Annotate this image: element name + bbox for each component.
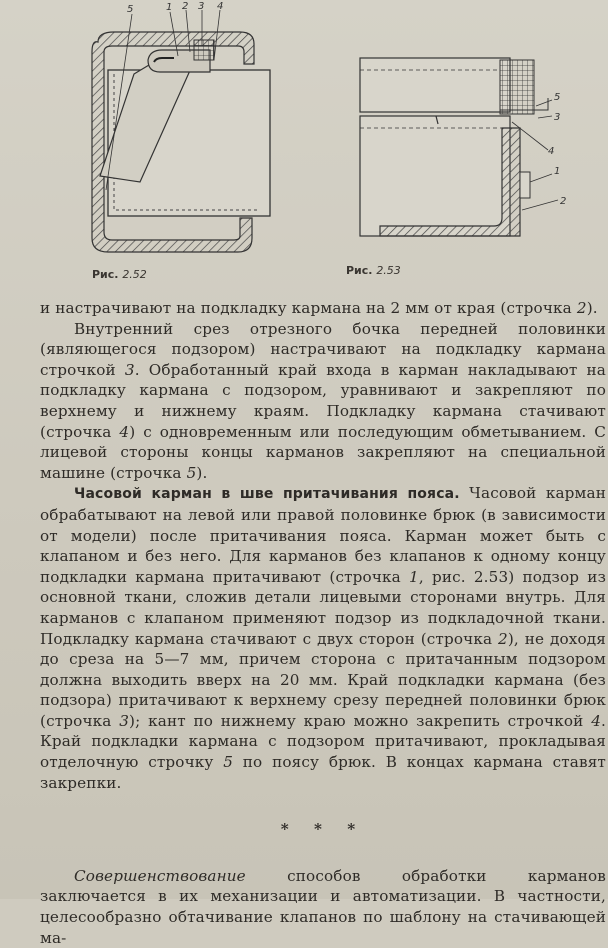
text-run: . Обработанный край входа в карман накладывают на подкладку кармана с подзором, уравнивают и закрепляют по верхнему и нижнему краям. Подкладку кармана стачивают (строчка [40, 360, 606, 441]
text-run: ). [586, 299, 598, 317]
text-run: ), не доходя до среза на 5—7 мм, причем сторона с притачанным подзором должна выходить вверх на 20 мм. Край подкладки кармана (без подзора) притачивают к верхнему срезу передней половинки брюк (строчка [40, 629, 606, 730]
callout-2: 2 [182, 1, 189, 12]
paragraph [40, 298, 606, 319]
callout-3: 3 [198, 1, 205, 12]
figure-2-53 [352, 50, 582, 250]
callout-5: 5 [554, 92, 561, 103]
italic-run: 5 [186, 463, 197, 482]
callout-1: 1 [166, 2, 173, 13]
callout-2: 2 [560, 196, 567, 207]
text-run: , рис. 2.53) подзор из основной ткани, сложив детали лицевыми сторонами внутрь. Для карманов с клапаном применяют подзор из подкладочной ткани. Подкладку кармана стачивают с двух сторон (строчка [40, 567, 606, 648]
bold-heading: Часовой карман в шве притачивания пояса. [74, 486, 460, 503]
italic-run: 4 [119, 422, 130, 441]
text-run: способов обработки карманов заключается в их механизации и автоматизации. В частности, целесообразно обтачивание клапанов по шаблону на стачивающей ма- [40, 866, 606, 947]
italic-run: 1 [409, 567, 419, 586]
figure-2-52 [78, 0, 278, 262]
text-run: ). [196, 463, 208, 482]
figure-2-53-caption [346, 264, 401, 277]
figure-2-53-drawing [352, 50, 582, 250]
caption-prefix: Рис. [92, 268, 123, 281]
paragraph [40, 483, 606, 793]
text-run: Внутренний срез отрезного бочка передней половинки (являющегося подзором) настрачивают на подкладку кармана строчкой [40, 319, 606, 379]
caption-number: 2.53 [376, 264, 401, 277]
callout-5: 5 [127, 4, 134, 15]
italic-run: Совершенствование [74, 866, 246, 885]
text-run: и настрачивают на подкладку кармана на 2 мм от края (строчка [40, 299, 577, 317]
italic-run: 5 [223, 753, 234, 772]
section-separator: * * * [280, 820, 366, 839]
text-run: ); кант по нижнему краю можно закрепить строчкой [129, 711, 592, 730]
italic-run: 3 [119, 711, 130, 730]
italic-run: 3 [124, 360, 135, 379]
italic-run: 4 [591, 711, 602, 730]
callout-3: 3 [554, 112, 561, 123]
text-run: ) с одновременным или последующим обметыванием. С лицевой стороны концы карманов закрепляют на специальной машине (строчка [40, 422, 606, 482]
paragraph [40, 866, 606, 948]
paragraph [40, 319, 606, 484]
callout-1: 1 [554, 166, 561, 177]
caption-number: 2.52 [122, 268, 147, 281]
italic-run: 2 [498, 629, 508, 648]
body-text [40, 298, 606, 948]
text-run: . Край подкладки кармана с подзором притачивают, прокладывая отделочную строчку [40, 711, 606, 772]
italic-run: 2 [576, 299, 587, 317]
figure-2-52-drawing [78, 0, 278, 262]
caption-prefix: Рис. [346, 264, 377, 277]
text-run: по поясу брюк. В концах кармана ставят закрепки. [40, 753, 606, 792]
figure-2-52-caption [92, 268, 147, 281]
text-run: Часовой карман обрабатывают на левой или правой половинке брюк (в зависимости от модели) после притачивания пояса. Карман может быть с клапаном и без него. Для карманов без клапанов к одному концу подкладки кармана притачивают (строчка [40, 484, 606, 586]
callout-4: 4 [548, 146, 555, 157]
callout-4: 4 [217, 1, 224, 12]
